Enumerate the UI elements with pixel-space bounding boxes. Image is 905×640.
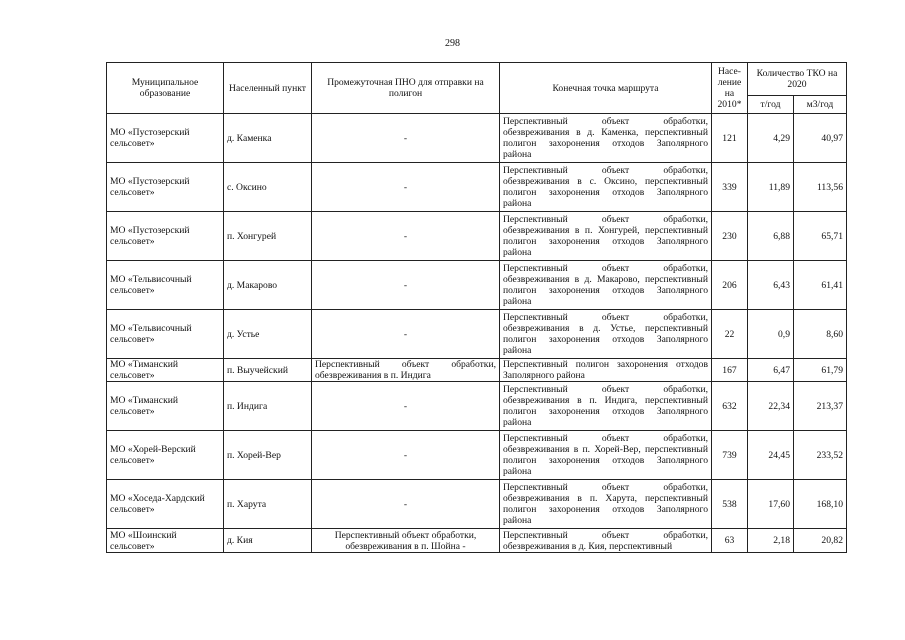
municipality-cell: МО «Хорей-Верский сельсовет» xyxy=(107,431,224,480)
endpoint-cell: Перспективный полигон захоронения отходов Заполярного района xyxy=(500,359,712,382)
page-number: 298 xyxy=(445,38,460,49)
municipality-cell: МО «Тиманский сельсовет» xyxy=(107,382,224,431)
municipality-cell: МО «Тельвисочный сельсовет» xyxy=(107,261,224,310)
tko-cubic-cell: 61,79 xyxy=(794,359,847,382)
municipality-cell: МО «Тиманский сельсовет» xyxy=(107,359,224,382)
pno-cell: - xyxy=(312,261,500,310)
tko-tons-cell: 24,45 xyxy=(748,431,794,480)
municipality-cell: МО «Пустозерский сельсовет» xyxy=(107,212,224,261)
municipality-cell: МО «Шоинский сельсовет» xyxy=(107,529,224,553)
tko-cubic-cell: 40,97 xyxy=(794,114,847,163)
endpoint-cell: Перспективный объект обработки, обезвреживания в д. Макарово, перспективный полигон захоронения отходов Заполярного района xyxy=(500,261,712,310)
pno-cell: - xyxy=(312,382,500,431)
header-tko-cubic: м3/год xyxy=(794,96,847,114)
table-row xyxy=(107,261,847,310)
endpoint-cell: Перспективный объект обработки, обезвреживания в д. Каменка, перспективный полигон захоронения отходов Заполярного района xyxy=(500,114,712,163)
settlement-cell: д. Кия xyxy=(224,529,312,553)
pno-cell: Перспективный объект обработки, обезвреживания в п. Индига xyxy=(312,359,500,382)
tko-cubic-cell: 8,60 xyxy=(794,310,847,359)
tko-tons-cell: 4,29 xyxy=(748,114,794,163)
pno-cell: - xyxy=(312,310,500,359)
endpoint-cell: Перспективный объект обработки, обезвреживания в с. Оксино, перспективный полигон захоронения отходов Заполярного района xyxy=(500,163,712,212)
tko-tons-cell: 6,47 xyxy=(748,359,794,382)
endpoint-cell: Перспективный объект обработки, обезвреживания в п. Харута, перспективный полигон захоронения отходов Заполярного района xyxy=(500,480,712,529)
header-intermediate-pno: Промежуточная ПНО для отправки на полигон xyxy=(312,63,500,114)
settlement-cell: п. Харута xyxy=(224,480,312,529)
tko-cubic-cell: 233,52 xyxy=(794,431,847,480)
pno-cell: - xyxy=(312,480,500,529)
table-row xyxy=(107,212,847,261)
municipality-cell: МО «Тельвисочный сельсовет» xyxy=(107,310,224,359)
table-row xyxy=(107,480,847,529)
tko-cubic-cell: 20,82 xyxy=(794,529,847,553)
endpoint-cell: Перспективный объект обработки, обезвреживания в п. Хонгурей, перспективный полигон захоронения отходов Заполярного района xyxy=(500,212,712,261)
population-cell: 632 xyxy=(712,382,748,431)
municipality-cell: МО «Пустозерский сельсовет» xyxy=(107,163,224,212)
table-row xyxy=(107,114,847,163)
tko-tons-cell: 17,60 xyxy=(748,480,794,529)
table-row xyxy=(107,310,847,359)
population-cell: 230 xyxy=(712,212,748,261)
settlement-cell: д. Устье xyxy=(224,310,312,359)
settlement-cell: п. Хонгурей xyxy=(224,212,312,261)
population-cell: 22 xyxy=(712,310,748,359)
tko-cubic-cell: 61,41 xyxy=(794,261,847,310)
header-population: Насе-ление на 2010* xyxy=(712,63,748,114)
header-municipality: Муниципальное образование xyxy=(107,63,224,114)
population-cell: 339 xyxy=(712,163,748,212)
table-row xyxy=(107,382,847,431)
tko-cubic-cell: 65,71 xyxy=(794,212,847,261)
tko-cubic-cell: 213,37 xyxy=(794,382,847,431)
tko-tons-cell: 0,9 xyxy=(748,310,794,359)
table-row xyxy=(107,431,847,480)
table-row xyxy=(107,359,847,382)
pno-cell: - xyxy=(312,114,500,163)
population-cell: 538 xyxy=(712,480,748,529)
header-tko-tons: т/год xyxy=(748,96,794,114)
tko-tons-cell: 22,34 xyxy=(748,382,794,431)
population-cell: 121 xyxy=(712,114,748,163)
settlement-cell: с. Оксино xyxy=(224,163,312,212)
endpoint-cell: Перспективный объект обработки, обезвреживания в д. Кия, перспективный xyxy=(500,529,712,553)
endpoint-cell: Перспективный объект обработки, обезвреживания в д. Устье, перспективный полигон захоронения отходов Заполярного района xyxy=(500,310,712,359)
settlement-cell: п. Хорей-Вер xyxy=(224,431,312,480)
header-settlement: Населенный пункт xyxy=(224,63,312,114)
table-row xyxy=(107,163,847,212)
header-route-endpoint: Конечная точка маршрута xyxy=(500,63,712,114)
settlement-cell: д. Макарово xyxy=(224,261,312,310)
header-tko-quantity: Количество ТКО на 2020 xyxy=(748,63,847,96)
settlement-cell: п. Выучейский xyxy=(224,359,312,382)
tko-cubic-cell: 113,56 xyxy=(794,163,847,212)
tko-tons-cell: 6,88 xyxy=(748,212,794,261)
population-cell: 167 xyxy=(712,359,748,382)
settlement-cell: п. Индига xyxy=(224,382,312,431)
pno-cell: - xyxy=(312,431,500,480)
tko-tons-cell: 2,18 xyxy=(748,529,794,553)
settlement-cell: д. Каменка xyxy=(224,114,312,163)
endpoint-cell: Перспективный объект обработки, обезвреживания в п. Индига, перспективный полигон захоронения отходов Заполярного района xyxy=(500,382,712,431)
tko-tons-cell: 6,43 xyxy=(748,261,794,310)
tko-tons-cell: 11,89 xyxy=(748,163,794,212)
population-cell: 63 xyxy=(712,529,748,553)
table-row xyxy=(107,529,847,553)
endpoint-cell: Перспективный объект обработки, обезвреживания в п. Хорей-Вер, перспективный полигон захоронения отходов Заполярного района xyxy=(500,431,712,480)
pno-cell: - xyxy=(312,163,500,212)
pno-cell: - xyxy=(312,212,500,261)
tko-cubic-cell: 168,10 xyxy=(794,480,847,529)
pno-cell: Перспективный объект обработки, обезвреживания в п. Шойна - xyxy=(312,529,500,553)
waste-route-table xyxy=(106,62,847,553)
municipality-cell: МО «Пустозерский сельсовет» xyxy=(107,114,224,163)
population-cell: 206 xyxy=(712,261,748,310)
municipality-cell: МО «Хоседа-Хардский сельсовет» xyxy=(107,480,224,529)
population-cell: 739 xyxy=(712,431,748,480)
